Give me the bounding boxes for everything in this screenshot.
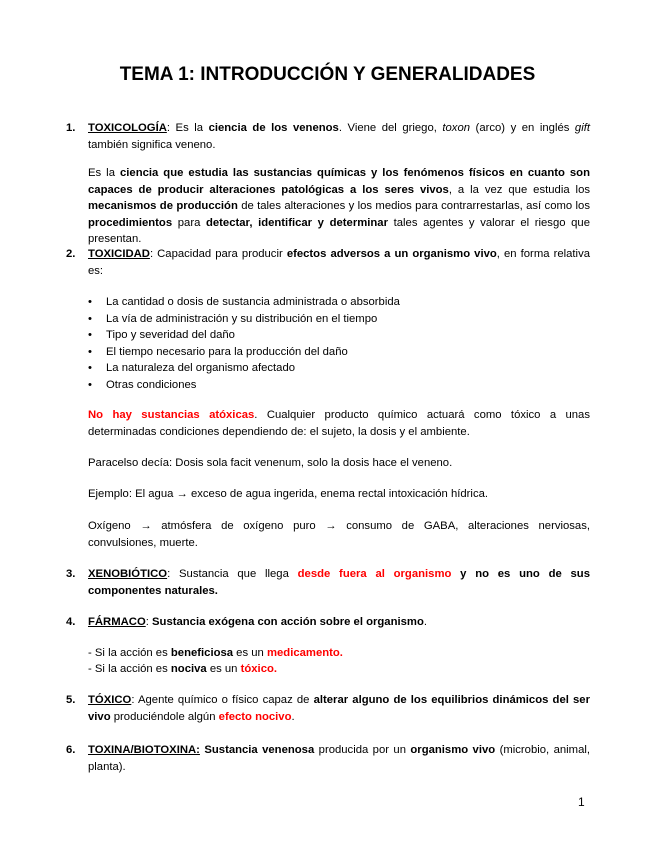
text-run: es un: [206, 663, 241, 675]
highlight-run: No hay sustancias atóxicas: [88, 409, 255, 421]
text-run: producida por un: [314, 744, 411, 756]
text-run: (arco) y en inglés: [470, 122, 575, 134]
item-farmaco: [66, 614, 590, 631]
bullet-icon: •: [88, 312, 92, 325]
item-toxina: [66, 742, 590, 775]
item-number: 1.: [66, 122, 76, 134]
bold-run: alterar alguno de los equilibrios dinámicos del ser vivo: [88, 694, 590, 723]
text-run: , a la vez que estudia los: [448, 183, 590, 196]
text-run: tales agentes y valorar el riesgo que presentan.: [88, 216, 590, 245]
item-text: [88, 742, 590, 775]
text-run: : Es la: [166, 122, 209, 134]
term-heading: TOXICIDAD: [88, 248, 150, 260]
text-run: (microbio, animal, planta).: [88, 744, 590, 773]
no-atoxic-substances-paragraph: [88, 407, 590, 440]
italic-run: gift: [574, 122, 590, 134]
term-heading: TOXICOLOGÍA: [88, 122, 167, 134]
term-heading: XENOBIÓTICO: [88, 568, 168, 580]
bold-run: Sustancia exógena con acción sobre el organismo: [152, 616, 424, 628]
list-item: [88, 311, 588, 328]
text-run: : Capacidad para producir: [149, 248, 287, 260]
text-run: - Si la acción es: [88, 663, 171, 675]
bullet-icon: •: [88, 345, 92, 358]
bold-run: nociva: [170, 663, 207, 675]
oxygen-example: Oxígeno → atmósfera de oxígeno puro → consumo de GABA, alteraciones nerviosas, convulsiones, muerte.: [88, 520, 590, 549]
farmaco-case-beneficial: [88, 645, 590, 662]
bold-run: y no es uno de sus componentes naturales.: [88, 568, 590, 597]
toxicologia-definition: [88, 165, 590, 248]
bold-run: Sustancia venenosa: [199, 744, 315, 756]
farmaco-case-harmful: [88, 661, 590, 678]
list-item: [88, 377, 588, 394]
list-item: [88, 344, 588, 361]
bold-run: ciencia de los venenos: [208, 122, 339, 134]
bold-run: ciencia que estudia las sustancias químicas y los fenómenos físicos en cuanto son capaces de producir alteraciones patológicas a los seres vivos: [88, 167, 590, 196]
item-number: 3.: [66, 568, 76, 580]
text-run: . Cualquier producto químico actuará como tóxico a unas determinadas condiciones dependiendo de: el sujeto, la dosis y el ambiente.: [88, 409, 590, 438]
text-run: es un: [233, 647, 267, 659]
text-run: también significa veneno.: [88, 138, 216, 151]
item-text: [88, 692, 590, 725]
text-run: produciéndole algún: [110, 710, 219, 723]
item-number: 5.: [66, 694, 76, 706]
term-heading: FÁRMACO: [88, 616, 146, 628]
bold-run: mecanismos de producción: [88, 200, 238, 212]
text-run: :: [145, 616, 153, 628]
text-run: Es la: [88, 167, 120, 179]
highlight-run: medicamento.: [266, 647, 343, 659]
item-number: 4.: [66, 616, 76, 628]
bold-run: efectos adversos a un organismo vivo: [286, 248, 497, 260]
list-item: [88, 360, 588, 377]
bold-run: procedimientos: [88, 216, 173, 229]
text-run: .: [423, 616, 427, 628]
page-number: 1: [578, 795, 585, 809]
text-run: de tales alteraciones y los medios para contrarrestarlas, así como los: [237, 200, 590, 212]
text-run: : Agente químico o físico capaz de: [131, 694, 314, 706]
highlight-run: tóxico.: [240, 663, 278, 675]
list-item: [88, 294, 588, 311]
list-item: [88, 327, 588, 344]
paracelso-quote: Paracelso decía: Dosis sola facit venenum, solo la dosis hace el veneno.: [88, 457, 453, 469]
list-item-text: La naturaleza del organismo afectado: [106, 362, 296, 374]
bold-run: detectar, identificar y determinar: [205, 216, 388, 229]
item-text: [88, 246, 590, 279]
item-number: 6.: [66, 744, 76, 756]
bold-run: beneficiosa: [170, 647, 234, 659]
list-item-text: Tipo y severidad del daño: [106, 329, 235, 341]
text-run: .: [291, 710, 295, 723]
toxicity-factors-list: [88, 294, 588, 393]
term-heading: TÓXICO: [88, 694, 132, 706]
bullet-icon: •: [88, 296, 92, 308]
item-toxicidad: [66, 246, 590, 279]
bullet-icon: •: [88, 329, 92, 341]
highlight-run: desde fuera al organismo: [297, 568, 452, 580]
list-item-text: Otras condiciones: [106, 378, 197, 391]
item-number: 2.: [66, 248, 76, 260]
item-xenobiotico: [66, 566, 590, 599]
item-text: [88, 566, 590, 599]
item-toxicologia: [66, 120, 590, 153]
item-toxico: [66, 692, 590, 725]
italic-run: toxon: [442, 122, 471, 134]
water-example: Ejemplo: El agua → exceso de agua ingerida, enema rectal intoxicación hídrica.: [88, 488, 489, 500]
term-heading: TOXINA/BIOTOXINA:: [88, 744, 200, 756]
text-run: : Sustancia que llega: [167, 568, 298, 580]
bold-run: organismo vivo: [410, 744, 496, 756]
item-text: [88, 120, 590, 153]
bullet-icon: •: [88, 378, 92, 391]
list-item-text: El tiempo necesario para la producción del daño: [106, 345, 348, 358]
page-title: TEMA 1: INTRODUCCIÓN Y GENERALIDADES: [119, 64, 536, 85]
highlight-run: efecto nocivo: [218, 710, 292, 723]
list-item-text: La vía de administración y su distribución en el tiempo: [106, 312, 378, 325]
bullet-icon: •: [88, 362, 92, 374]
list-item-text: La cantidad o dosis de sustancia administrada o absorbida: [106, 296, 400, 308]
text-run: , en forma relativa es:: [88, 248, 590, 277]
item-text: [88, 614, 590, 631]
text-run: - Si la acción es: [88, 647, 171, 659]
text-run: . Viene del griego,: [338, 122, 443, 134]
text-run: para: [172, 216, 206, 229]
